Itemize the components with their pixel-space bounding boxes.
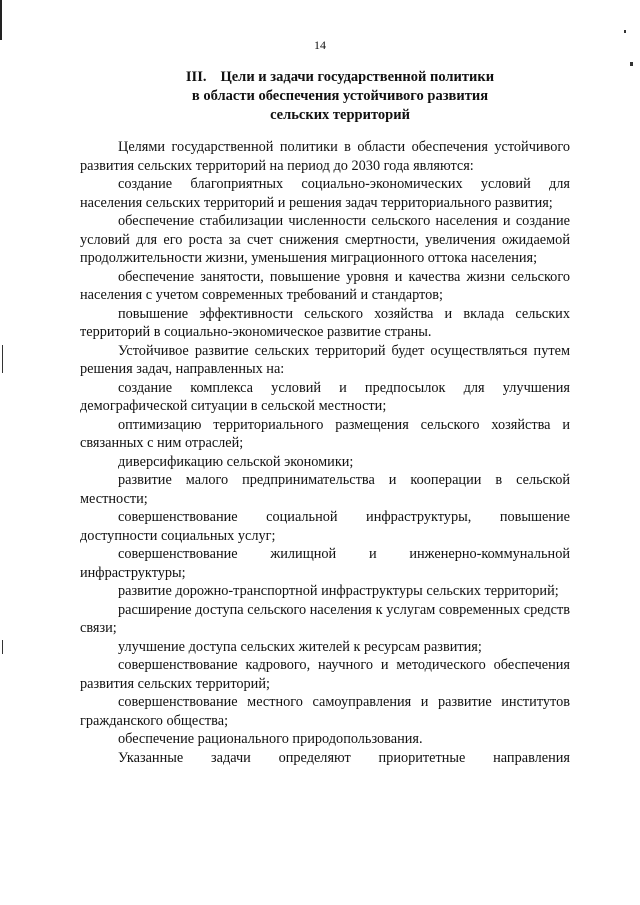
heading-line-3: сельских территорий [270, 107, 410, 123]
paragraph-task-7: развитие дорожно-транспортной инфраструктуры сельских территорий; [118, 583, 559, 599]
paragraph-task-6: совершенствование жилищной и инженерно-коммунальной инфраструктуры; [80, 546, 570, 581]
paragraph-task-5: совершенствование социальной инфраструктуры, повышение доступности социальных услуг; [80, 509, 570, 544]
scan-speck-left-2 [2, 640, 3, 654]
scan-speck-left-1 [2, 345, 3, 373]
page-number: 14 [314, 38, 326, 52]
paragraph-task-10: совершенствование кадрового, научного и методического обеспечения развития сельских территорий; [80, 657, 570, 692]
scan-speck-right [630, 62, 633, 66]
paragraph-task-11: совершенствование местного самоуправления и развитие институтов гражданского общества; [80, 694, 570, 729]
paragraph-task-12: обеспечение рационального природопользования. [118, 731, 423, 747]
paragraph-goal-3: обеспечение занятости, повышение уровня и качества жизни сельского населения с учетом современных требований и стандартов; [80, 268, 570, 303]
heading-title-part-1: Цели и задачи государственной политики [220, 69, 495, 85]
paragraph-goal-4: повышение эффективности сельского хозяйства и вклада сельских территорий в социально-экономическое развитие страны. [80, 305, 570, 340]
paragraph-task-1: создание комплекса условий и предпосылок для улучшения демографической ситуации в сельской местности; [80, 379, 570, 414]
paragraph-goal-2: обеспечение стабилизации численности сельского населения и создание условий для его роста за счет снижения смертности, увеличения ожидаемой продолжительности жизни, уменьшения миграционного оттока населения; [80, 213, 570, 266]
scan-border-mark [0, 0, 2, 40]
paragraph-task-8: расширение доступа сельского населения к услугам современных средств связи; [80, 601, 570, 636]
section-heading [120, 68, 560, 125]
paragraph-tasks-intro: Устойчивое развитие сельских территорий будет осуществляться путем решения задач, направленных на: [80, 342, 570, 377]
paragraph-continuation: Указанные задачи определяют приоритетные направления [118, 749, 570, 766]
paragraph-goal-1: создание благоприятных социально-экономических условий для населения сельских территорий и решения задач территориального развития; [80, 176, 570, 211]
section-number: III. [185, 69, 207, 85]
body-text [80, 138, 570, 767]
heading-line-1 [120, 68, 560, 87]
paragraph-task-2: оптимизацию территориального размещения сельского хозяйства и связанных с ним отраслей; [80, 416, 570, 451]
scan-speck-top-right [624, 30, 626, 33]
paragraph-task-3: диверсификацию сельской экономики; [118, 453, 354, 470]
heading-line-2: в области обеспечения устойчивого развития [191, 88, 489, 104]
paragraph-task-9: улучшение доступа сельских жителей к ресурсам развития; [118, 638, 482, 655]
paragraph-goals-intro: Целями государственной политики в области обеспечения устойчивого развития сельских территорий на период до 2030 года являются: [80, 139, 570, 174]
paragraph-task-4: развитие малого предпринимательства и кооперации в сельской местности; [80, 472, 570, 507]
